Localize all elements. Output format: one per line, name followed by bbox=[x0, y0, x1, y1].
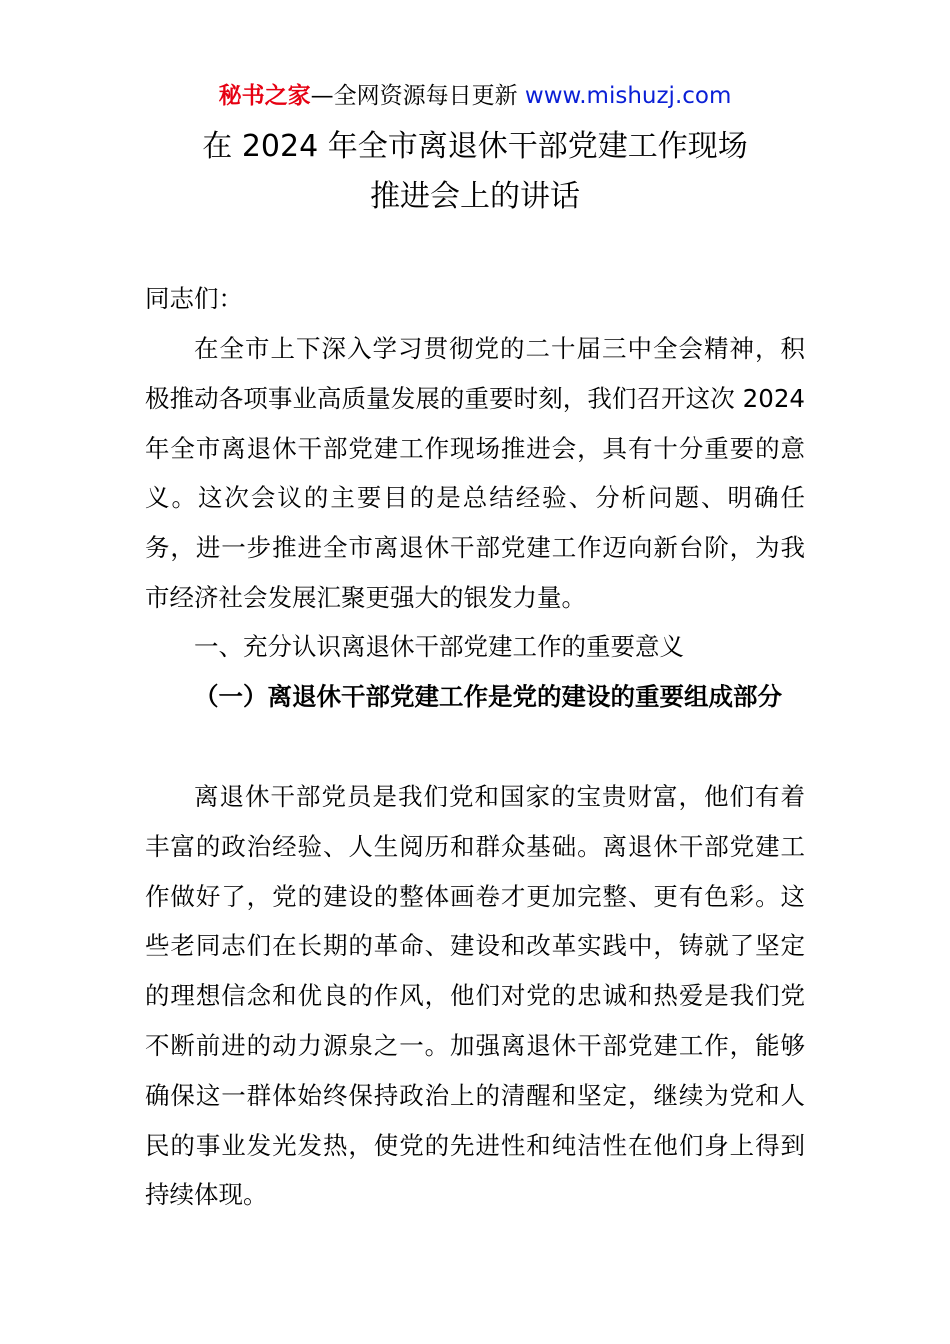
paragraph-intro: 在全市上下深入学习贯彻党的二十届三中全会精神，积极推动各项事业高质量发展的重要时刻，我们召开这次 2024 年全市离退休干部党建工作现场推进会，具有十分重要的意义。这次会议的主要目的是总结经验、分析问题、明确任务，进一步推进全市离退休干部党建工作迈向新台阶，为我市经济社会发展汇聚更强大的银发力量。 bbox=[145, 334, 805, 612]
salutation: 同志们： bbox=[145, 284, 243, 313]
header-tagline: —全网资源每日更新 bbox=[310, 83, 525, 109]
site-header bbox=[0, 80, 950, 112]
document-title-line-1: 在 2024 年全市离退休干部党建工作现场 bbox=[202, 129, 748, 164]
paragraph-body: 离退休干部党员是我们党和国家的宝贵财富，他们有着丰富的政治经验、人生阅历和群众基础。离退休干部党建工作做好了，党的建设的整体画卷才更加完整、更有色彩。这些老同志们在长期的革命、建设和改革实践中，铸就了坚定的理想信念和优良的作风，他们对党的忠诚和热爱是我们党不断前进的动力源泉之一。加强离退休干部党建工作，能够确保这一群体始终保持政治上的清醒和坚定，继续为党和人民的事业发光发热，使党的先进性和纯洁性在他们身上得到持续体现。 bbox=[145, 782, 805, 1210]
document-title-line-2: 推进会上的讲话 bbox=[370, 179, 580, 214]
brand-name: 秘书之家 bbox=[218, 83, 311, 109]
section-heading-1: 一、充分认识离退休干部党建工作的重要意义 bbox=[194, 632, 684, 661]
site-url-link[interactable]: www.mishuzj.com bbox=[524, 83, 732, 109]
subsection-heading-1: （一）离退休干部党建工作是党的建设的重要组成部分 bbox=[194, 682, 782, 711]
